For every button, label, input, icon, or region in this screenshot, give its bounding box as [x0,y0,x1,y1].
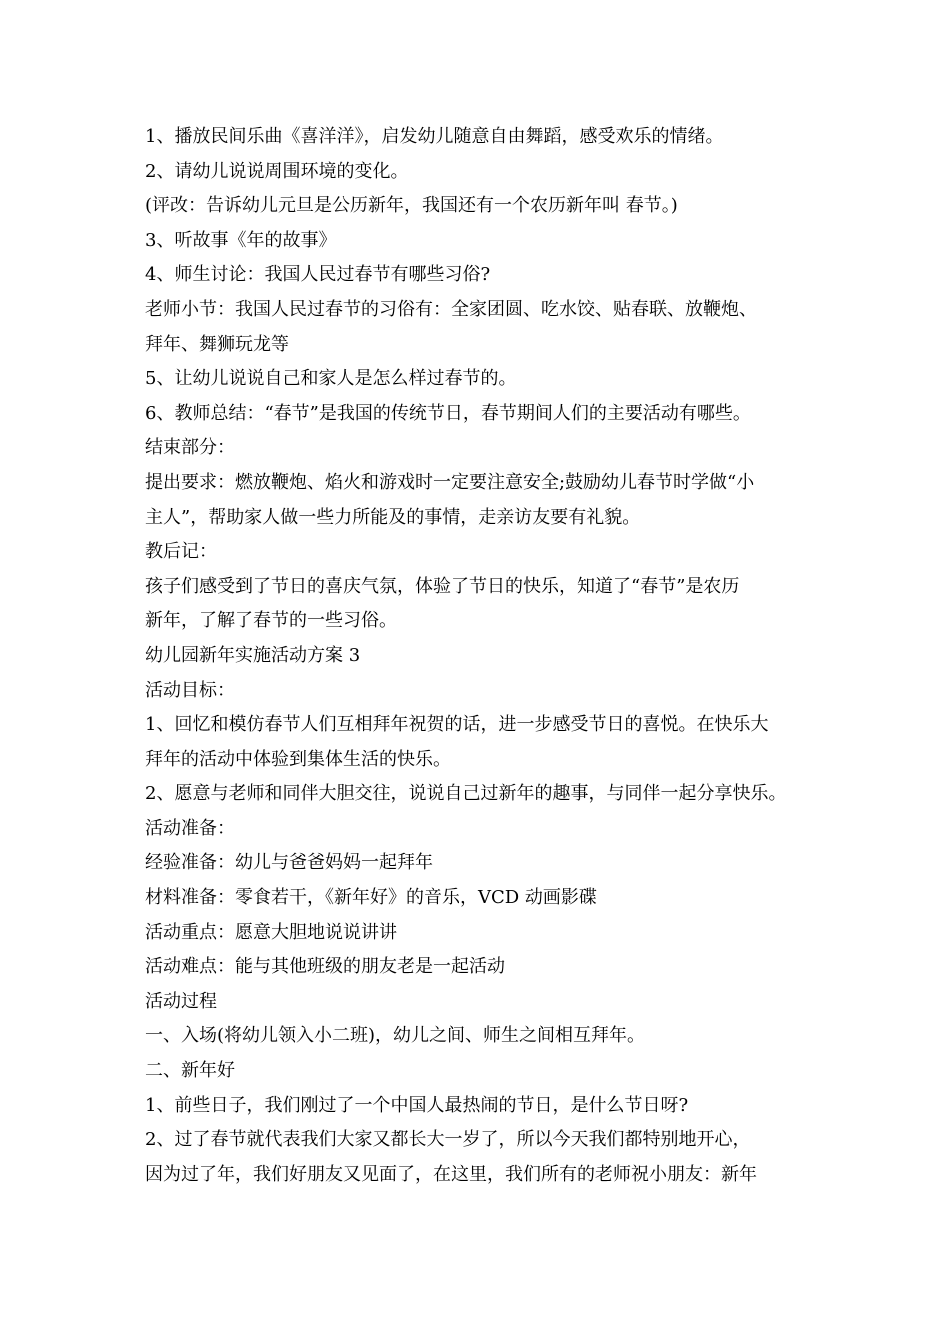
text-line: 材料准备：零食若干，《新年好》的音乐，VCD 动画影碟 [145,887,597,909]
text-line: 一、入场(将幼儿领入小二班)，幼儿之间、师生之间相互拜年。 [145,1025,646,1047]
section-heading: 活动准备： [145,817,235,839]
text-line: 提出要求：燃放鞭炮、焰火和游戏时一定要注意安全;鼓励幼儿春节时学做“小 [145,471,755,493]
text-line: 2、过了春节就代表我们大家又都长大一岁了，所以今天我们都特别地开心， [145,1129,751,1151]
text-line: 1、前些日子，我们刚过了一个中国人最热闹的节日，是什么节日呀? [145,1094,689,1116]
text-line: 6、教师总结：“春节”是我国的传统节日，春节期间人们的主要活动有哪些。 [145,402,751,424]
section-heading: 教后记： [145,541,217,563]
text-line: 4、师生讨论：我国人民过春节有哪些习俗? [145,264,491,286]
text-line: 1、回忆和模仿春节人们互相拜年祝贺的话，进一步感受节日的喜悦。在快乐大 [145,714,769,736]
section-heading: 二、新年好 [145,1060,235,1082]
text-line: 1、播放民间乐曲《喜洋洋》，启发幼儿随意自由舞蹈，感受欢乐的情绪。 [145,126,724,147]
text-line: 3、听故事《年的故事》 [145,229,337,251]
text-line: 2、请幼儿说说周围环境的变化。 [145,160,409,182]
text-line: 5、让幼儿说说自己和家人是怎么样过春节的。 [145,368,517,390]
text-line: 老师小节：我国人民过春节的习俗有：全家团圆、吃水饺、贴春联、放鞭炮、 [145,298,757,320]
text-line: (评改：告诉幼儿元旦是公历新年，我国还有一个农历新年叫 春节。) [145,195,678,217]
text-line: 主人”，帮助家人做一些力所能及的事情，走亲访友要有礼貌。 [145,506,641,528]
text-line: 活动难点：能与其他班级的朋友老是一起活动 [145,956,505,978]
text-line: 拜年的活动中体验到集体生活的快乐。 [145,748,451,770]
section-heading: 结束部分： [145,437,235,459]
text-line: 活动重点：愿意大胆地说说讲讲 [145,921,397,943]
text-line: 拜年、舞狮玩龙等 [145,333,289,355]
document-body [145,120,825,1192]
text-line: 新年，了解了春节的一些习俗。 [145,610,397,632]
section-heading: 活动过程 [145,990,217,1012]
section-heading: 活动目标： [145,679,235,701]
text-line: 因为过了年，我们好朋友又见面了，在这里，我们所有的老师祝小朋友：新年 [145,1163,757,1185]
text-line: 经验准备：幼儿与爸爸妈妈一起拜年 [145,852,433,874]
document-section-title: 幼儿园新年实施活动方案 3 [145,644,361,666]
text-line: 孩子们感受到了节日的喜庆气氛，体验了节日的快乐，知道了“春节”是农历 [145,575,740,597]
text-line: 2、愿意与老师和同伴大胆交往，说说自己过新年的趣事，与同伴一起分享快乐。 [145,783,787,805]
